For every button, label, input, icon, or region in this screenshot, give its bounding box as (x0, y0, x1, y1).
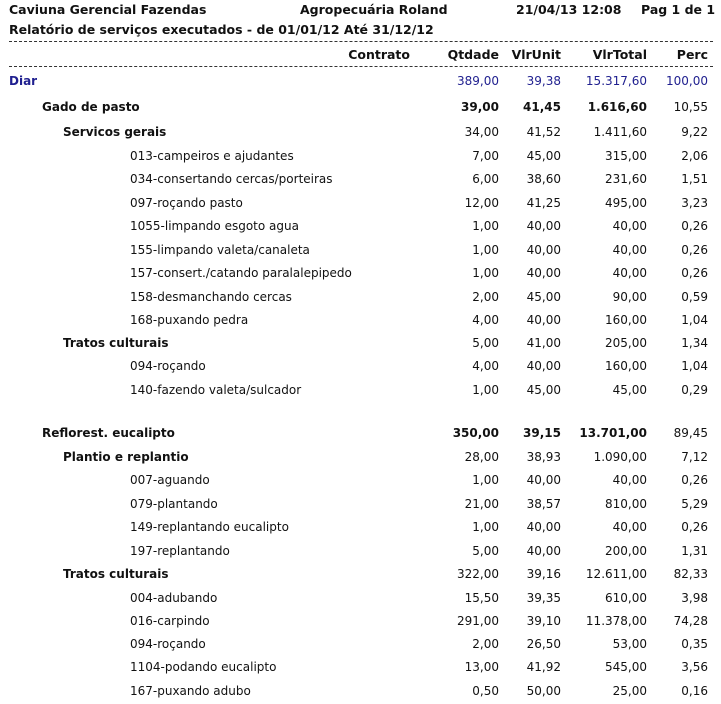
row-perc: 7,12 (681, 450, 708, 464)
row-qtdade: 0,50 (472, 684, 499, 698)
row-perc: 0,26 (681, 473, 708, 487)
row-label: 097-roçando pasto (130, 196, 243, 210)
row-qtdade: 15,50 (464, 591, 499, 605)
row-vlrunit: 40,00 (526, 544, 561, 558)
service-row (0, 544, 721, 564)
row-qtdade: 1,00 (472, 243, 499, 257)
row-perc: 1,04 (681, 313, 708, 327)
row-qtdade: 4,00 (472, 359, 499, 373)
row-perc: 3,56 (681, 660, 708, 674)
divider (9, 66, 713, 67)
row-qtdade: 7,00 (472, 149, 499, 163)
row-qtdade: 389,00 (457, 74, 499, 88)
row-perc: 0,59 (681, 290, 708, 304)
row-label: Tratos culturais (63, 336, 169, 350)
row-label: 1055-limpando esgoto agua (130, 219, 299, 233)
page-indicator: Pag 1 de 1 (641, 2, 716, 17)
row-vlrtotal: 45,00 (612, 383, 647, 397)
row-label: 167-puxando adubo (130, 684, 251, 698)
row-perc: 1,51 (681, 172, 708, 186)
service-row (0, 149, 721, 169)
row-vlrunit: 39,10 (526, 614, 561, 628)
row-vlrunit: 40,00 (526, 313, 561, 327)
row-vlrunit: 45,00 (526, 290, 561, 304)
row-label: 013-campeiros e ajudantes (130, 149, 294, 163)
row-vlrtotal: 545,00 (605, 660, 647, 674)
row-label: 149-replantando eucalipto (130, 520, 289, 534)
row-vlrunit: 40,00 (526, 359, 561, 373)
row-perc: 0,29 (681, 383, 708, 397)
row-label: Plantio e replantio (63, 450, 189, 464)
row-vlrtotal: 53,00 (612, 637, 647, 651)
row-vlrunit: 38,60 (526, 172, 561, 186)
row-qtdade: 2,00 (472, 290, 499, 304)
row-perc: 10,55 (673, 100, 708, 114)
service-row (0, 266, 721, 286)
row-qtdade: 1,00 (472, 383, 499, 397)
row-vlrunit: 41,25 (526, 196, 561, 210)
row-vlrunit: 50,00 (526, 684, 561, 698)
service-row (0, 383, 721, 403)
row-vlrtotal: 1.411,60 (593, 125, 647, 139)
row-perc: 0,26 (681, 219, 708, 233)
row-label: 158-desmanchando cercas (130, 290, 292, 304)
row-vlrtotal: 40,00 (612, 520, 647, 534)
service-row (0, 684, 721, 704)
row-vlrtotal: 160,00 (605, 313, 647, 327)
row-vlrtotal: 1.090,00 (593, 450, 647, 464)
row-label: 1104-podando eucalipto (130, 660, 277, 674)
service-row (0, 591, 721, 611)
row-label: Diar (9, 74, 38, 88)
row-perc: 89,45 (673, 426, 708, 440)
service-row (0, 520, 721, 540)
row-vlrunit: 39,38 (526, 74, 561, 88)
row-vlrunit: 41,52 (526, 125, 561, 139)
service-row (0, 359, 721, 379)
row-perc: 1,31 (681, 544, 708, 558)
col-vlrtotal: VlrTotal (592, 47, 647, 62)
service-row (0, 290, 721, 310)
divider (9, 41, 713, 42)
row-vlrtotal: 90,00 (612, 290, 647, 304)
col-qtdade: Qtdade (447, 47, 499, 62)
report-datetime: 21/04/13 12:08 (516, 2, 622, 17)
row-qtdade: 5,00 (472, 336, 499, 350)
row-label: 004-adubando (130, 591, 218, 605)
subgroup-row (0, 125, 721, 145)
row-label: 157-consert./catando paralalepipedo (130, 266, 352, 280)
row-vlrunit: 45,00 (526, 383, 561, 397)
row-vlrunit: 38,57 (526, 497, 561, 511)
col-vlrunit: VlrUnit (511, 47, 561, 62)
row-perc: 100,00 (666, 74, 708, 88)
subgroup-row (0, 100, 721, 120)
subgroup-row (0, 450, 721, 470)
row-qtdade: 322,00 (457, 567, 499, 581)
row-label: 079-plantando (130, 497, 218, 511)
row-vlrtotal: 205,00 (605, 336, 647, 350)
row-qtdade: 34,00 (464, 125, 499, 139)
row-qtdade: 291,00 (457, 614, 499, 628)
row-vlrtotal: 12.611,00 (585, 567, 647, 581)
row-vlrtotal: 160,00 (605, 359, 647, 373)
row-qtdade: 28,00 (464, 450, 499, 464)
subgroup-row (0, 336, 721, 356)
service-row (0, 637, 721, 657)
row-vlrunit: 39,35 (526, 591, 561, 605)
row-vlrtotal: 11.378,00 (585, 614, 647, 628)
col-contrato: Contrato (348, 47, 410, 62)
row-vlrtotal: 15.317,60 (585, 74, 647, 88)
row-label: Reflorest. eucalipto (42, 426, 175, 440)
row-vlrtotal: 1.616,60 (587, 100, 647, 114)
row-label: 197-replantando (130, 544, 230, 558)
row-label: 155-limpando valeta/canaleta (130, 243, 310, 257)
report-title: Relatório de serviços executados - de 01/01/12 Até 31/12/12 (9, 22, 434, 37)
row-perc: 74,28 (673, 614, 708, 628)
service-row (0, 313, 721, 333)
row-vlrunit: 40,00 (526, 243, 561, 257)
row-vlrtotal: 810,00 (605, 497, 647, 511)
col-perc: Perc (676, 47, 708, 62)
company-name: Agropecuária Roland (300, 2, 448, 17)
group-total-row (0, 74, 721, 94)
row-vlrtotal: 315,00 (605, 149, 647, 163)
row-qtdade: 1,00 (472, 219, 499, 233)
row-qtdade: 21,00 (464, 497, 499, 511)
row-vlrtotal: 40,00 (612, 266, 647, 280)
row-label: 034-consertando cercas/porteiras (130, 172, 333, 186)
row-vlrunit: 40,00 (526, 266, 561, 280)
row-perc: 2,06 (681, 149, 708, 163)
row-vlrtotal: 495,00 (605, 196, 647, 210)
row-label: 168-puxando pedra (130, 313, 249, 327)
row-label: 016-carpindo (130, 614, 210, 628)
row-qtdade: 12,00 (464, 196, 499, 210)
row-qtdade: 1,00 (472, 266, 499, 280)
service-row (0, 497, 721, 517)
row-qtdade: 2,00 (472, 637, 499, 651)
row-label: Gado de pasto (42, 100, 140, 114)
row-perc: 0,16 (681, 684, 708, 698)
row-vlrunit: 38,93 (526, 450, 561, 464)
row-vlrunit: 41,45 (523, 100, 561, 114)
service-row (0, 219, 721, 239)
row-vlrtotal: 200,00 (605, 544, 647, 558)
row-perc: 1,04 (681, 359, 708, 373)
row-vlrunit: 40,00 (526, 520, 561, 534)
row-vlrtotal: 40,00 (612, 243, 647, 257)
row-label: 007-aguando (130, 473, 210, 487)
row-vlrunit: 40,00 (526, 219, 561, 233)
row-vlrtotal: 40,00 (612, 473, 647, 487)
row-qtdade: 4,00 (472, 313, 499, 327)
row-perc: 0,26 (681, 243, 708, 257)
row-perc: 3,98 (681, 591, 708, 605)
row-vlrtotal: 231,60 (605, 172, 647, 186)
row-qtdade: 6,00 (472, 172, 499, 186)
row-qtdade: 1,00 (472, 473, 499, 487)
row-vlrunit: 41,00 (526, 336, 561, 350)
row-perc: 5,29 (681, 497, 708, 511)
row-label: 140-fazendo valeta/sulcador (130, 383, 302, 397)
row-perc: 0,35 (681, 637, 708, 651)
service-row (0, 614, 721, 634)
row-perc: 0,26 (681, 266, 708, 280)
row-qtdade: 13,00 (464, 660, 499, 674)
subgroup-row (0, 567, 721, 587)
row-vlrunit: 41,92 (526, 660, 561, 674)
row-label: Tratos culturais (63, 567, 169, 581)
row-perc: 82,33 (673, 567, 708, 581)
row-label: 094-roçando (130, 637, 206, 651)
row-vlrtotal: 610,00 (605, 591, 647, 605)
row-label: Servicos gerais (63, 125, 167, 139)
subgroup-row (0, 426, 721, 446)
service-row (0, 243, 721, 263)
row-vlrunit: 39,16 (526, 567, 561, 581)
service-row (0, 660, 721, 680)
row-label: 094-roçando (130, 359, 206, 373)
row-qtdade: 1,00 (472, 520, 499, 534)
row-perc: 1,34 (681, 336, 708, 350)
row-vlrunit: 26,50 (526, 637, 561, 651)
row-vlrtotal: 25,00 (612, 684, 647, 698)
row-vlrunit: 40,00 (526, 473, 561, 487)
row-vlrtotal: 40,00 (612, 219, 647, 233)
row-vlrunit: 45,00 (526, 149, 561, 163)
row-qtdade: 39,00 (461, 100, 499, 114)
row-vlrtotal: 13.701,00 (579, 426, 647, 440)
row-vlrunit: 39,15 (523, 426, 561, 440)
row-qtdade: 350,00 (452, 426, 499, 440)
service-row (0, 196, 721, 216)
service-row (0, 172, 721, 192)
row-perc: 3,23 (681, 196, 708, 210)
row-qtdade: 5,00 (472, 544, 499, 558)
row-perc: 9,22 (681, 125, 708, 139)
app-name: Caviuna Gerencial Fazendas (9, 2, 207, 17)
row-perc: 0,26 (681, 520, 708, 534)
service-row (0, 473, 721, 493)
